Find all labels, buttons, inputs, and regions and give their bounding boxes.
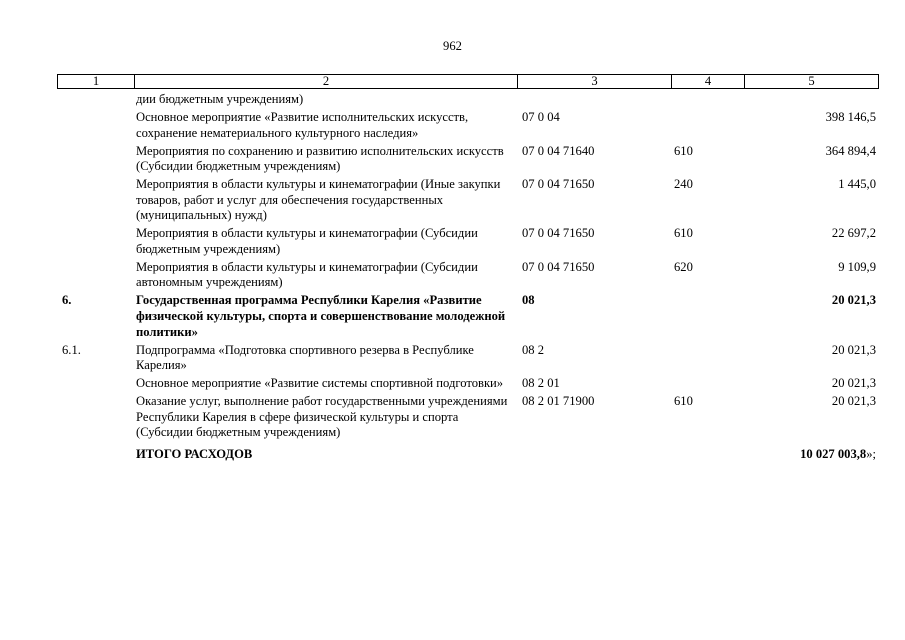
column-header-1: 1 (92, 74, 100, 88)
row-number (57, 376, 133, 392)
row-number (57, 144, 133, 175)
table-row (57, 343, 879, 374)
column-header-2: 2 (134, 75, 517, 88)
row-type (670, 343, 743, 374)
row-amount (743, 92, 879, 108)
row-number (57, 226, 133, 257)
row-code: 08 (522, 293, 535, 308)
row-type: 610 (674, 143, 693, 158)
row-name: Мероприятия в области культуры и кинематографии (Субсидии автономным учреждениям) (136, 259, 478, 290)
row-type (670, 110, 743, 141)
row-code: 07 0 04 71650 (522, 177, 595, 192)
column-header-5: 5 (744, 75, 878, 88)
total-row (57, 447, 879, 463)
row-code: 07 0 04 (522, 109, 560, 124)
table-row (57, 144, 879, 175)
row-type: 240 (674, 177, 693, 192)
row-name: Подпрограмма «Подготовка спортивного резерва в Республике Карелия» (136, 342, 474, 373)
row-type (670, 376, 743, 392)
page-number: 962 (443, 39, 462, 53)
row-amount: 20 021,3 (831, 394, 876, 409)
row-amount: 9 109,9 (838, 259, 876, 274)
total-label: ИТОГО РАСХОДОВ (136, 446, 253, 461)
table-row (57, 110, 879, 141)
row-code: 07 0 04 71650 (522, 259, 595, 274)
row-code: 07 0 04 71650 (522, 226, 595, 241)
row-name: Основное мероприятие «Развитие исполнительских искусств, сохранение нематериального культурного наследия» (136, 109, 469, 140)
row-code: 08 2 01 71900 (522, 394, 595, 409)
row-type: 610 (674, 394, 693, 409)
row-amount: 22 697,2 (831, 226, 876, 241)
row-number: 6. (62, 293, 72, 308)
row-number (57, 92, 133, 108)
total-amount-cell (743, 447, 879, 463)
row-amount: 20 021,3 (831, 293, 876, 308)
row-type: 620 (674, 259, 693, 274)
table-row (57, 394, 879, 441)
row-name: Мероприятия в области культуры и кинематографии (Субсидии бюджетным учреждениям) (136, 226, 478, 256)
row-amount: 398 146,5 (825, 109, 876, 124)
row-name: Основное мероприятие «Развитие системы спортивной подготовки» (136, 376, 504, 391)
row-type: 610 (674, 226, 693, 241)
row-name: Оказание услуг, выполнение работ государственными учреждениями Республики Карелия в сфере физической культуры и спорта (Субсидии бюджетным учреждениям) (136, 394, 508, 440)
row-name: дии бюджетным учреждениям) (136, 92, 304, 106)
row-code (516, 92, 670, 108)
row-amount: 20 021,3 (831, 342, 876, 357)
row-type (670, 92, 743, 108)
row-amount: 1 445,0 (838, 177, 876, 192)
table-row (57, 260, 879, 291)
row-type (670, 293, 743, 340)
table-row (57, 177, 879, 224)
total-suffix: »; (866, 446, 876, 461)
column-header-4: 4 (671, 75, 744, 88)
row-code: 08 2 (522, 342, 545, 357)
table-row (57, 92, 879, 108)
row-code: 08 2 01 (522, 376, 560, 391)
row-amount: 20 021,3 (831, 376, 876, 391)
table-row-program (57, 293, 879, 340)
table-body (57, 92, 879, 465)
row-number (57, 394, 133, 441)
total-amount: 10 027 003,8 (800, 446, 867, 461)
row-name: Мероприятия в области культуры и кинематографии (Иные закупки товаров, работ и услуг для обеспечения государственных (муниципальных) нужд) (136, 177, 501, 223)
row-amount: 364 894,4 (825, 143, 876, 158)
row-number (57, 110, 133, 141)
row-name: Мероприятия по сохранению и развитию исполнительских искусств (Субсидии бюджетным учреждениям) (136, 143, 504, 174)
row-number: 6.1. (62, 342, 81, 357)
row-code: 07 0 04 71640 (522, 143, 595, 158)
table-row (57, 226, 879, 257)
table-header (57, 74, 879, 89)
row-number (57, 177, 133, 224)
column-header-3: 3 (517, 75, 671, 88)
table-row (57, 376, 879, 392)
row-name: Государственная программа Республики Карелия «Развитие физической культуры, спорта и совершенствование молодежной политики» (136, 293, 506, 339)
row-number (57, 260, 133, 291)
